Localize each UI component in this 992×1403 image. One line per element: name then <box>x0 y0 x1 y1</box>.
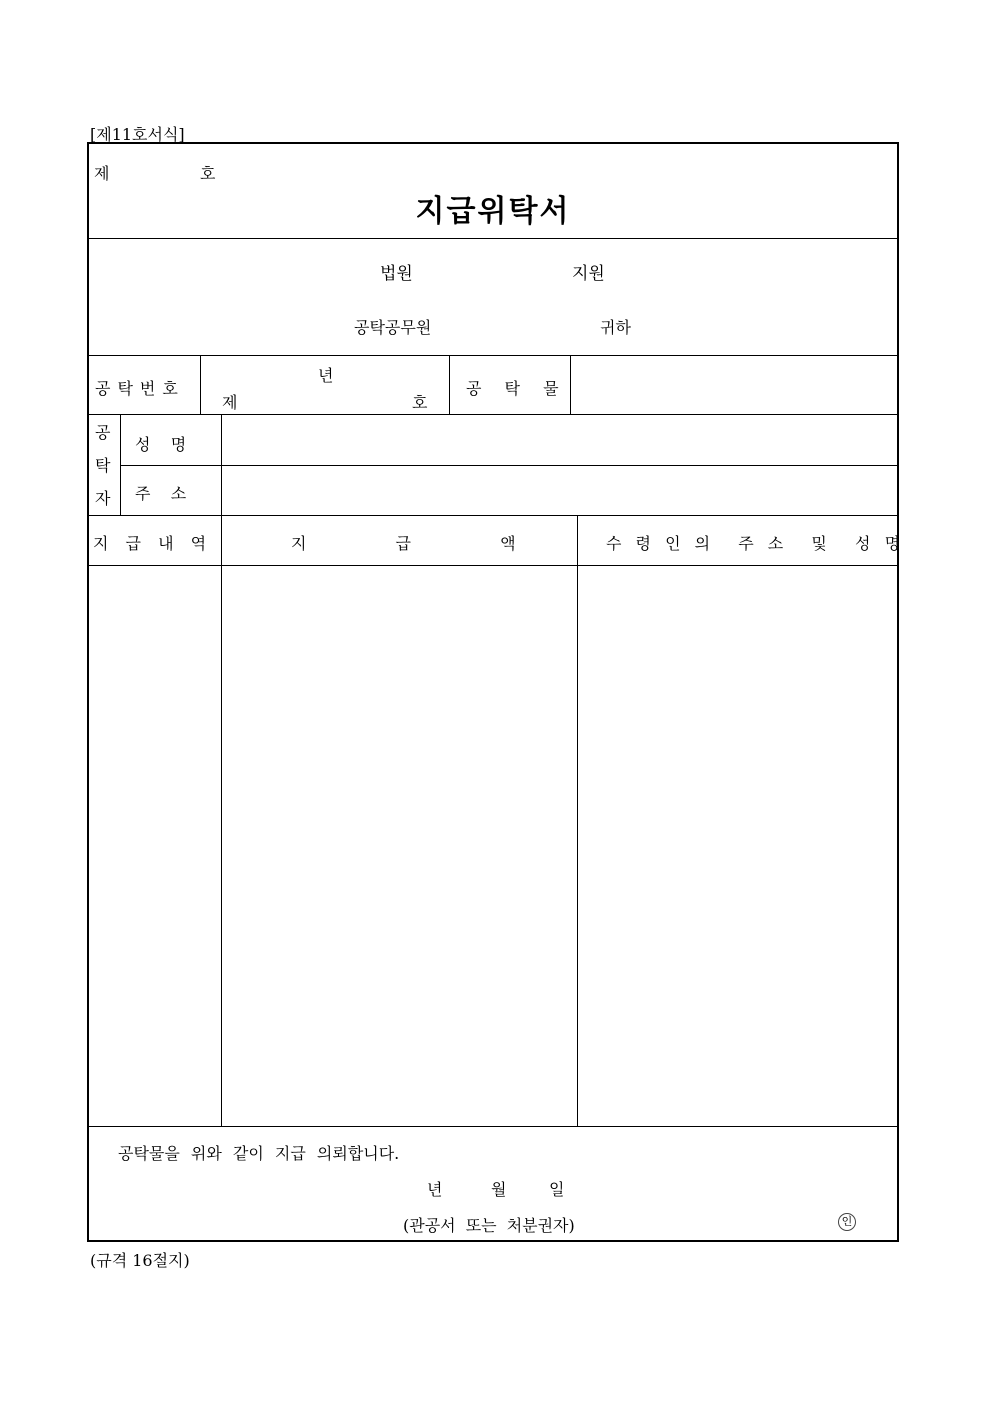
divider <box>221 414 222 1126</box>
col-amount-header: 지 급 액 <box>291 534 516 553</box>
col-details-header: 지 급 내 역 <box>93 534 207 553</box>
deposit-number-prefix: 제 <box>222 393 238 412</box>
divider <box>577 515 578 1126</box>
court-label: 법원 <box>380 264 413 284</box>
divider <box>87 565 899 566</box>
page-title: 지급위탁서 <box>415 194 571 229</box>
col-recipient-header: 수 령 인 의 주 소 및 성 명 <box>606 534 901 553</box>
deposit-number-suffix: 호 <box>412 393 428 412</box>
depositor-address-field[interactable] <box>224 468 896 513</box>
deposit-number-label: 공탁번호 <box>95 379 185 398</box>
divider <box>87 355 899 356</box>
seal-icon: 인 <box>838 1213 856 1231</box>
date-month: 월 <box>491 1180 507 1199</box>
officer-label: 공탁공무원 <box>354 318 432 337</box>
date-year: 년 <box>427 1180 443 1199</box>
depositor-name-field[interactable] <box>224 417 896 463</box>
divider <box>87 515 899 516</box>
honorific-label: 귀하 <box>600 318 631 337</box>
depositor-vertical-label <box>95 420 110 509</box>
divider <box>87 1126 899 1127</box>
branch-label: 지원 <box>572 264 605 284</box>
divider <box>87 414 899 415</box>
depositor-char: 탁 <box>95 456 111 475</box>
amount-cell[interactable] <box>223 567 575 1124</box>
divider <box>570 355 571 415</box>
divider <box>200 355 201 415</box>
request-statement: 공탁물을 위와 같이 지급 의뢰합니다. <box>118 1144 400 1163</box>
depositor-char: 자 <box>95 489 111 508</box>
depositor-name-label: 성 명 <box>135 435 187 454</box>
depositor-char: 공 <box>95 423 111 442</box>
doc-number-prefix: 제 <box>94 164 110 183</box>
details-cell[interactable] <box>89 567 219 1124</box>
deposit-year-unit: 년 <box>318 366 334 385</box>
divider <box>120 414 121 515</box>
size-note: (규격 16절지) <box>90 1251 190 1270</box>
deposit-object-label: 공 탁 물 <box>466 379 568 398</box>
divider <box>87 238 899 239</box>
form-label: [제11호서식] <box>90 125 185 144</box>
signer-label: (관공서 또는 처분권자) <box>403 1216 575 1235</box>
divider <box>449 355 450 415</box>
depositor-address-label: 주 소 <box>135 484 187 503</box>
divider <box>120 465 899 466</box>
date-day: 일 <box>549 1180 565 1199</box>
doc-number-suffix: 호 <box>200 164 216 183</box>
recipient-cell[interactable] <box>579 567 897 1124</box>
